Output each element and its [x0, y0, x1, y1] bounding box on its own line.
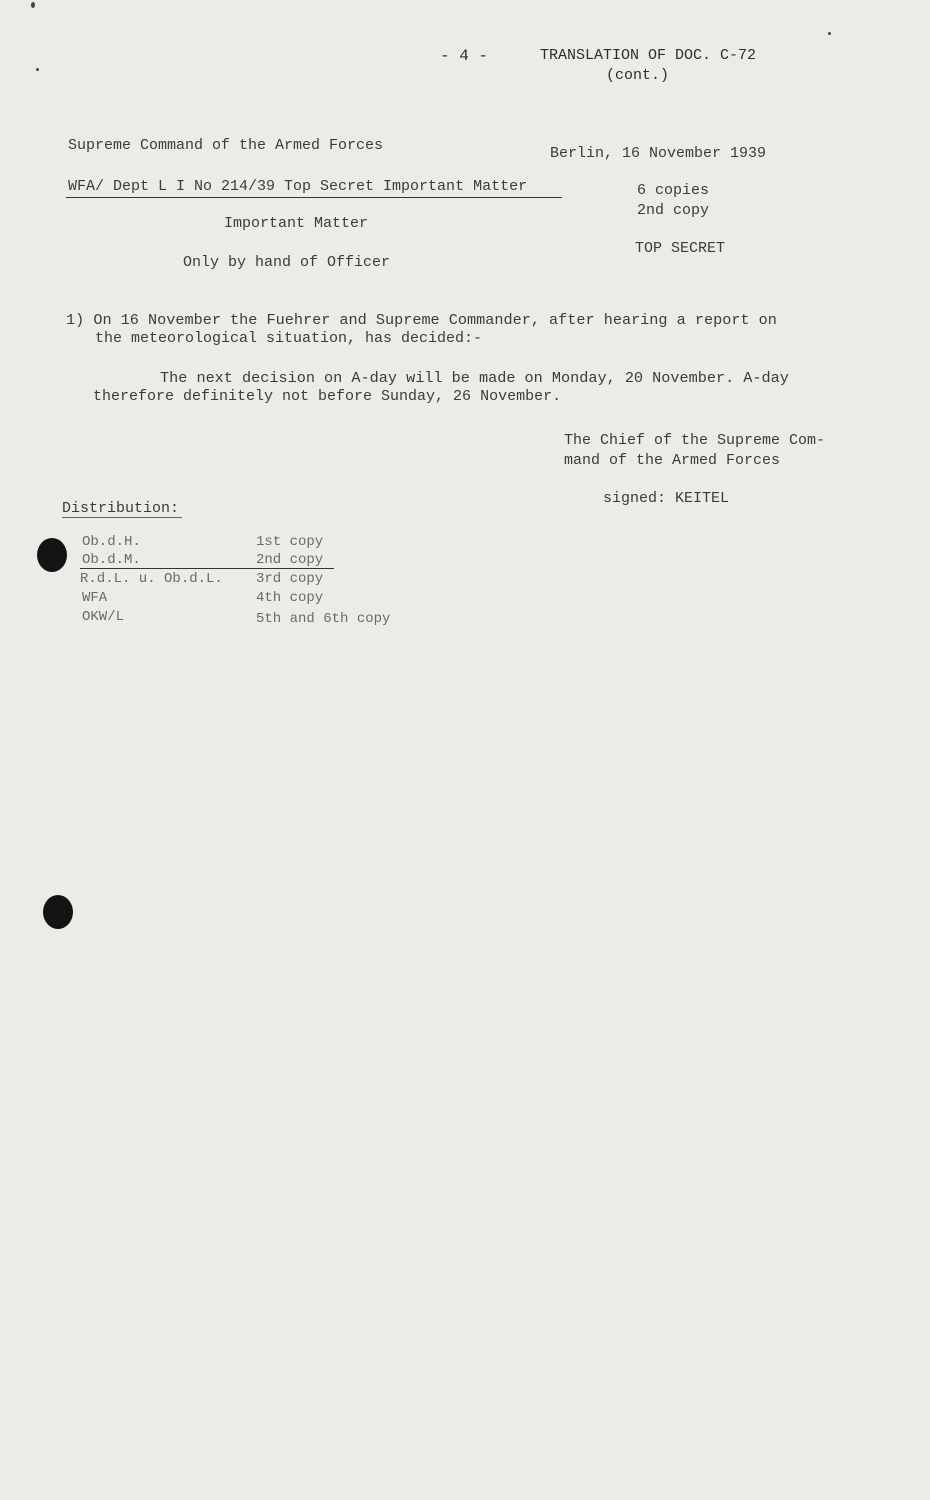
- paper-speck: [828, 32, 831, 35]
- copies-count: 6 copies: [637, 182, 710, 199]
- punch-hole-top: [37, 538, 67, 572]
- distribution-recipient: OKW/L: [82, 609, 125, 625]
- punch-hole-bottom: [43, 895, 73, 929]
- distribution-recipient: R.d.L. u. Ob.d.L.: [80, 571, 223, 587]
- copy-number: 2nd copy: [637, 202, 710, 219]
- sender-org: Supreme Command of the Armed Forces: [68, 137, 384, 154]
- signature-title-line2: mand of the Armed Forces: [564, 452, 781, 469]
- para2-line1: The next decision on A-day will be made on Monday, 20 November. A-day: [160, 369, 789, 387]
- place-date: Berlin, 16 November 1939: [550, 145, 767, 162]
- distribution-recipient: WFA: [82, 590, 108, 606]
- classification: TOP SECRET: [635, 240, 726, 257]
- para1-line2: the meteorological situation, has decided:-: [95, 330, 483, 347]
- para1-line1: 1) On 16 November the Fuehrer and Supreme Commander, after hearing a report on: [66, 311, 777, 329]
- distribution-copy: 3rd copy: [256, 571, 324, 587]
- para2-line2: therefore definitely not before Sunday, 26 November.: [93, 388, 562, 405]
- document-title: TRANSLATION OF DOC. C-72: [540, 47, 757, 64]
- distribution-recipient: Ob.d.M.: [82, 552, 141, 568]
- distribution-copy: 2nd copy: [256, 552, 324, 568]
- signature-title-line1: The Chief of the Supreme Com-: [564, 432, 826, 449]
- distribution-rule: [80, 568, 334, 569]
- distribution-heading-underline: [62, 517, 182, 518]
- distribution-heading: Distribution:: [62, 500, 180, 517]
- page-number: - 4 -: [440, 47, 489, 65]
- paper-speck: [36, 68, 39, 71]
- distribution-copy: 4th copy: [256, 590, 324, 606]
- distribution-copy: 1st copy: [256, 534, 324, 550]
- important-matter: Important Matter: [224, 215, 369, 232]
- paper-speck: [31, 2, 35, 8]
- document-title-cont: (cont.): [606, 67, 670, 84]
- distribution-copy: 5th and 6th copy: [256, 611, 391, 627]
- handling-note: Only by hand of Officer: [183, 254, 391, 271]
- reference-line: WFA/ Dept L I No 214/39 Top Secret Important Matter: [68, 178, 528, 195]
- distribution-recipient: Ob.d.H.: [82, 534, 141, 550]
- reference-underline: [66, 197, 562, 198]
- signed-keitel: signed: KEITEL: [603, 490, 730, 507]
